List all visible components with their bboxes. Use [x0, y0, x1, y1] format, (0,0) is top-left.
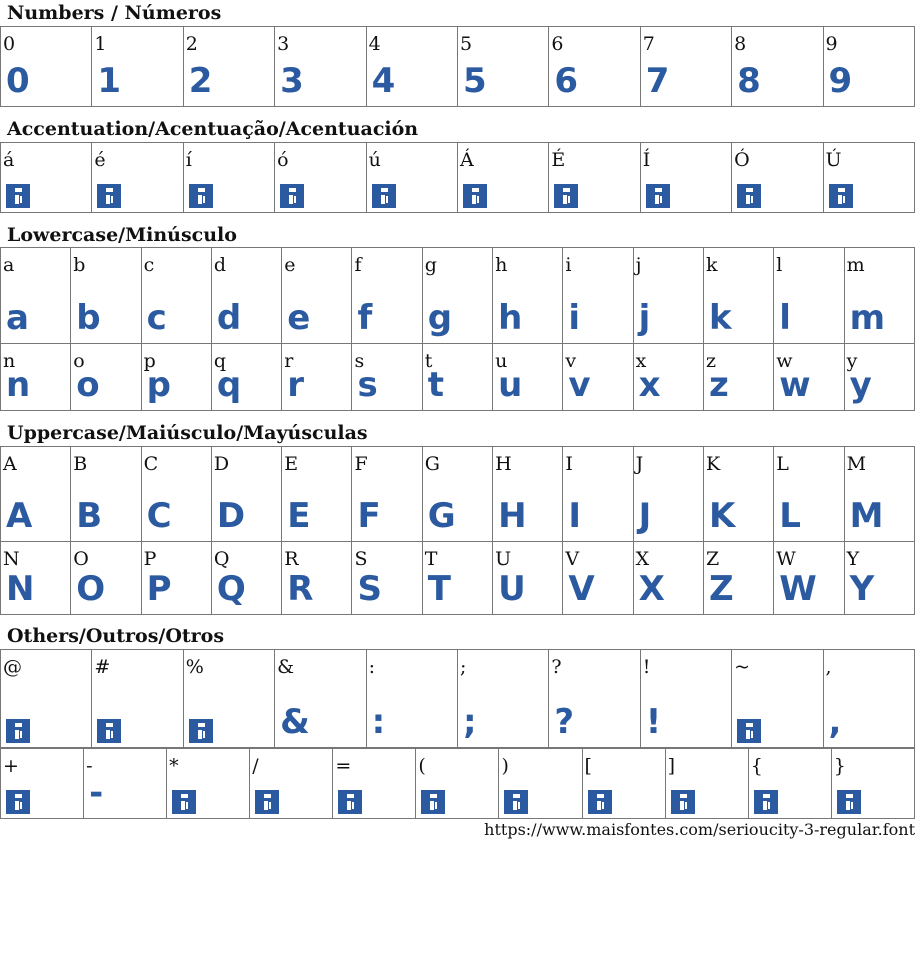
glyph-cell — [141, 344, 211, 411]
glyph-label: x — [635, 350, 647, 372]
glyph-cell — [275, 650, 366, 748]
glyph-label: ? — [551, 656, 562, 678]
glyph-label: F — [354, 453, 368, 475]
glyph-cell — [422, 542, 492, 615]
missing-glyph-icon — [6, 719, 30, 743]
missing-glyph-icon — [737, 184, 761, 208]
glyph-sample: - — [89, 773, 103, 813]
glyph-cell — [141, 542, 211, 615]
glyph-sample: ; — [462, 702, 476, 742]
glyph-sample: x — [638, 365, 660, 405]
glyph-label: K — [705, 453, 721, 475]
glyph-sample: c — [146, 298, 166, 338]
glyph-cell — [457, 650, 548, 748]
glyph-cell — [250, 749, 333, 819]
glyph-label: @ — [3, 656, 22, 678]
glyph-cell — [366, 650, 457, 748]
glyph-cell — [183, 143, 274, 213]
glyph-sample: X — [638, 569, 664, 609]
glyph-sample: S — [357, 569, 381, 609]
glyph-cell — [183, 27, 274, 107]
glyph-label: Í — [642, 149, 651, 171]
glyph-cell — [844, 447, 914, 542]
glyph-sample: , — [828, 702, 841, 742]
glyph-label: { — [750, 755, 763, 777]
glyph-label: Q — [213, 548, 230, 570]
glyph-cell — [549, 650, 640, 748]
glyph-sample: h — [498, 298, 522, 338]
glyph-sample: N — [6, 569, 34, 609]
glyph-label: E — [284, 453, 299, 475]
glyph-cell — [774, 542, 844, 615]
glyph-label: / — [252, 755, 259, 777]
glyph-label: = — [335, 755, 352, 777]
accents-table — [0, 142, 915, 213]
glyph-cell — [633, 344, 703, 411]
glyph-sample: 4 — [371, 61, 395, 101]
glyph-sample: A — [6, 496, 32, 536]
glyph-cell — [640, 650, 731, 748]
glyph-label: O — [73, 548, 89, 570]
glyph-label: ( — [418, 755, 426, 777]
others-table-2 — [0, 748, 915, 819]
glyph-cell — [352, 248, 422, 344]
glyph-label: m — [846, 254, 865, 276]
missing-glyph-icon — [829, 184, 853, 208]
glyph-label: [ — [584, 755, 592, 777]
glyph-sample: z — [708, 365, 728, 405]
missing-glyph-icon — [737, 719, 761, 743]
glyph-cell — [457, 143, 548, 213]
glyph-sample: M — [849, 496, 883, 536]
accents-title: Accentuation/Acentuação/Acentuación — [7, 118, 419, 140]
glyph-label: 8 — [734, 33, 747, 55]
glyph-cell — [823, 650, 914, 748]
glyph-sample: F — [357, 496, 380, 536]
glyph-label: l — [776, 254, 783, 276]
glyph-label: á — [3, 149, 15, 171]
glyph-label: W — [776, 548, 796, 570]
glyph-sample: Q — [216, 569, 245, 609]
glyph-label: o — [73, 350, 85, 372]
glyph-cell — [422, 447, 492, 542]
glyph-cell — [282, 542, 352, 615]
glyph-cell — [774, 447, 844, 542]
glyph-sample: f — [357, 298, 372, 338]
glyph-sample: i — [568, 298, 580, 338]
glyph-label: D — [213, 453, 230, 475]
glyph-label: f — [354, 254, 362, 276]
glyph-label: R — [284, 548, 299, 570]
glyph-cell — [633, 248, 703, 344]
glyph-cell — [1, 650, 92, 748]
glyph-label: É — [551, 149, 566, 171]
glyph-label: A — [3, 453, 17, 475]
glyph-label: ; — [459, 656, 467, 678]
glyph-cell — [1, 27, 92, 107]
glyph-label: 2 — [185, 33, 198, 55]
glyph-sample: v — [568, 365, 590, 405]
missing-glyph-icon — [588, 790, 612, 814]
glyph-cell — [275, 27, 366, 107]
glyph-sample: g — [427, 298, 452, 338]
glyph-cell — [84, 749, 167, 819]
glyph-sample: P — [146, 569, 171, 609]
glyph-sample: H — [498, 496, 526, 536]
glyph-label: d — [213, 254, 227, 276]
glyph-label: V — [565, 548, 580, 570]
glyph-label: s — [354, 350, 365, 372]
glyph-cell — [493, 344, 563, 411]
glyph-cell — [823, 143, 914, 213]
glyph-cell — [422, 344, 492, 411]
glyph-cell — [703, 447, 773, 542]
glyph-cell — [457, 27, 548, 107]
glyph-sample: B — [76, 496, 102, 536]
glyph-label: w — [776, 350, 793, 372]
glyph-cell — [71, 344, 141, 411]
glyph-cell — [774, 344, 844, 411]
glyph-cell — [71, 248, 141, 344]
glyph-cell — [141, 447, 211, 542]
glyph-cell — [92, 650, 183, 748]
glyph-sample: I — [568, 496, 581, 536]
glyph-label: 0 — [3, 33, 16, 55]
glyph-label: k — [705, 254, 718, 276]
glyph-label: 4 — [368, 33, 381, 55]
glyph-sample: n — [6, 365, 30, 405]
glyph-cell — [703, 542, 773, 615]
missing-glyph-icon — [172, 790, 196, 814]
glyph-label: ) — [501, 755, 509, 777]
glyph-label: : — [368, 656, 375, 678]
glyph-sample: a — [6, 298, 28, 338]
missing-glyph-icon — [97, 719, 121, 743]
glyph-label: T — [424, 548, 438, 570]
glyph-sample: y — [849, 365, 871, 405]
missing-glyph-icon — [554, 184, 578, 208]
glyph-sample: & — [280, 702, 309, 742]
glyph-label: g — [424, 254, 437, 276]
glyph-sample: V — [568, 569, 594, 609]
missing-glyph-icon — [504, 790, 528, 814]
numbers-title: Numbers / Números — [7, 2, 222, 24]
glyph-cell — [1, 542, 71, 615]
glyph-label: é — [94, 149, 106, 171]
glyph-label: J — [635, 453, 644, 475]
glyph-sample: 1 — [97, 61, 121, 101]
glyph-cell — [493, 447, 563, 542]
glyph-cell — [71, 542, 141, 615]
glyph-sample: K — [708, 496, 735, 536]
glyph-sample: : — [371, 702, 385, 742]
source-url[interactable]: https://www.maisfontes.com/serioucity-3-regular.font — [484, 820, 915, 839]
glyph-label: n — [3, 350, 16, 372]
glyph-sample: W — [779, 569, 816, 609]
glyph-label: G — [424, 453, 440, 475]
glyph-sample: t — [427, 365, 444, 405]
glyph-label: 1 — [94, 33, 107, 55]
glyph-sample: 7 — [645, 61, 669, 101]
glyph-label: a — [3, 254, 15, 276]
glyph-cell — [703, 248, 773, 344]
glyph-cell — [844, 248, 914, 344]
glyph-label: c — [143, 254, 155, 276]
glyph-label: q — [213, 350, 227, 372]
glyph-label: ó — [277, 149, 289, 171]
glyph-label: M — [846, 453, 867, 475]
glyph-cell — [333, 749, 416, 819]
missing-glyph-icon — [421, 790, 445, 814]
glyph-cell — [183, 650, 274, 748]
glyph-label: B — [73, 453, 88, 475]
glyph-label: Ó — [734, 149, 750, 171]
glyph-label: S — [354, 548, 368, 570]
glyph-sample: O — [76, 569, 105, 609]
glyph-label: ~ — [734, 656, 751, 678]
glyph-cell — [582, 749, 665, 819]
glyph-cell — [211, 542, 281, 615]
glyph-sample: 8 — [737, 61, 760, 101]
missing-glyph-icon — [189, 719, 213, 743]
glyph-label: r — [284, 350, 294, 372]
glyph-label: L — [776, 453, 789, 475]
missing-glyph-icon — [372, 184, 396, 208]
glyph-cell — [732, 27, 823, 107]
lowercase-title: Lowercase/Minúsculo — [7, 224, 237, 246]
glyph-label: 6 — [551, 33, 564, 55]
glyph-label: * — [169, 755, 179, 777]
glyph-cell — [167, 749, 250, 819]
missing-glyph-icon — [754, 790, 778, 814]
glyph-cell — [1, 749, 84, 819]
glyph-sample: U — [498, 569, 525, 609]
glyph-sample: w — [779, 365, 810, 405]
glyph-cell — [275, 143, 366, 213]
glyph-sample: Y — [849, 569, 874, 609]
glyph-cell — [549, 27, 640, 107]
glyph-cell — [563, 248, 633, 344]
glyph-label: X — [635, 548, 650, 570]
glyph-sample: 6 — [554, 61, 578, 101]
glyph-sample: Z — [708, 569, 733, 609]
glyph-label: p — [143, 350, 156, 372]
glyph-label: Ú — [825, 149, 842, 171]
glyph-sample: G — [427, 496, 455, 536]
glyph-label: + — [3, 755, 19, 777]
glyph-label: C — [143, 453, 159, 475]
glyph-cell — [732, 143, 823, 213]
glyph-label: U — [495, 548, 512, 570]
glyph-label: } — [833, 755, 846, 777]
glyph-cell — [352, 447, 422, 542]
glyph-label: 3 — [277, 33, 290, 55]
glyph-cell — [1, 143, 92, 213]
numbers-table — [0, 26, 915, 107]
missing-glyph-icon — [255, 790, 279, 814]
glyph-label: ú — [368, 149, 381, 171]
missing-glyph-icon — [6, 790, 30, 814]
glyph-cell — [823, 27, 914, 107]
missing-glyph-icon — [280, 184, 304, 208]
glyph-sample: o — [76, 365, 99, 405]
glyph-label: # — [94, 656, 111, 678]
glyph-cell — [563, 344, 633, 411]
glyph-sample: 2 — [188, 61, 212, 101]
glyph-sample: J — [638, 496, 651, 536]
missing-glyph-icon — [97, 184, 121, 208]
glyph-sample: L — [779, 496, 800, 536]
glyph-label: I — [565, 453, 573, 475]
glyph-label: Á — [459, 149, 474, 171]
glyph-sample: ? — [554, 702, 574, 742]
glyph-cell — [493, 248, 563, 344]
glyph-cell — [640, 143, 731, 213]
glyph-cell — [844, 344, 914, 411]
glyph-sample: C — [146, 496, 171, 536]
glyph-cell — [211, 447, 281, 542]
glyph-sample: b — [76, 298, 100, 338]
glyph-label: H — [495, 453, 512, 475]
missing-glyph-icon — [189, 184, 213, 208]
glyph-label: , — [825, 656, 832, 678]
glyph-cell — [211, 248, 281, 344]
missing-glyph-icon — [671, 790, 695, 814]
missing-glyph-icon — [646, 184, 670, 208]
glyph-label: % — [185, 656, 204, 678]
others-title: Others/Outros/Otros — [7, 625, 225, 647]
uppercase-table — [0, 446, 915, 615]
glyph-sample: 5 — [462, 61, 486, 101]
glyph-cell — [563, 542, 633, 615]
glyph-label: - — [86, 755, 93, 777]
glyph-label: t — [424, 350, 433, 372]
glyph-label: Y — [846, 548, 860, 570]
glyph-sample: d — [216, 298, 241, 338]
glyph-label: P — [143, 548, 157, 570]
glyph-sample: 0 — [6, 61, 29, 101]
glyph-cell — [92, 143, 183, 213]
glyph-label: 7 — [642, 33, 655, 55]
missing-glyph-icon — [837, 790, 861, 814]
glyph-label: z — [705, 350, 716, 372]
glyph-cell — [732, 650, 823, 748]
glyph-cell — [422, 248, 492, 344]
glyph-sample: l — [779, 298, 790, 338]
glyph-label: u — [495, 350, 508, 372]
glyph-cell — [92, 27, 183, 107]
glyph-sample: s — [357, 365, 377, 405]
glyph-cell — [366, 27, 457, 107]
uppercase-title: Uppercase/Maiúsculo/Mayúsculas — [7, 422, 368, 444]
glyph-label: v — [565, 350, 577, 372]
glyph-cell — [748, 749, 831, 819]
glyph-sample: j — [638, 298, 650, 338]
glyph-label: ] — [667, 755, 676, 777]
glyph-label: b — [73, 254, 86, 276]
glyph-cell — [211, 344, 281, 411]
glyph-label: & — [277, 656, 295, 678]
glyph-label: y — [846, 350, 858, 372]
glyph-cell — [665, 749, 748, 819]
glyph-cell — [282, 248, 352, 344]
glyph-label: Z — [705, 548, 720, 570]
glyph-sample: m — [849, 298, 884, 338]
glyph-sample: T — [427, 569, 450, 609]
glyph-sample: R — [287, 569, 313, 609]
glyph-cell — [282, 344, 352, 411]
missing-glyph-icon — [463, 184, 487, 208]
glyph-cell — [831, 749, 914, 819]
glyph-cell — [352, 542, 422, 615]
glyph-sample: D — [216, 496, 245, 536]
glyph-sample: E — [287, 496, 310, 536]
glyph-label: 9 — [825, 33, 838, 55]
glyph-cell — [844, 542, 914, 615]
glyph-sample: ! — [645, 702, 661, 742]
glyph-sample: p — [146, 365, 170, 405]
glyph-cell — [493, 542, 563, 615]
glyph-label: N — [3, 548, 20, 570]
glyph-label: ! — [642, 656, 651, 678]
glyph-cell — [640, 27, 731, 107]
glyph-cell — [499, 749, 582, 819]
glyph-cell — [563, 447, 633, 542]
glyph-label: e — [284, 254, 296, 276]
glyph-sample: u — [498, 365, 522, 405]
glyph-sample: 3 — [280, 61, 303, 101]
glyph-cell — [366, 143, 457, 213]
glyph-cell — [703, 344, 773, 411]
glyph-label: 5 — [459, 33, 473, 55]
glyph-cell — [71, 447, 141, 542]
glyph-cell — [352, 344, 422, 411]
glyph-sample: k — [708, 298, 731, 338]
glyph-label: i — [565, 254, 572, 276]
lowercase-table — [0, 247, 915, 411]
glyph-label: í — [185, 149, 192, 171]
glyph-cell — [549, 143, 640, 213]
others-table-1 — [0, 649, 915, 748]
glyph-cell — [416, 749, 499, 819]
glyph-cell — [282, 447, 352, 542]
glyph-cell — [141, 248, 211, 344]
glyph-sample: 9 — [828, 61, 852, 101]
glyph-sample: r — [287, 365, 303, 405]
glyph-cell — [774, 248, 844, 344]
glyph-sample: q — [216, 365, 241, 405]
missing-glyph-icon — [338, 790, 362, 814]
glyph-label: h — [495, 254, 508, 276]
glyph-cell — [1, 447, 71, 542]
glyph-cell — [633, 542, 703, 615]
glyph-sample: e — [287, 298, 310, 338]
missing-glyph-icon — [6, 184, 30, 208]
glyph-label: j — [635, 254, 642, 276]
glyph-cell — [1, 248, 71, 344]
glyph-cell — [1, 344, 71, 411]
glyph-cell — [633, 447, 703, 542]
